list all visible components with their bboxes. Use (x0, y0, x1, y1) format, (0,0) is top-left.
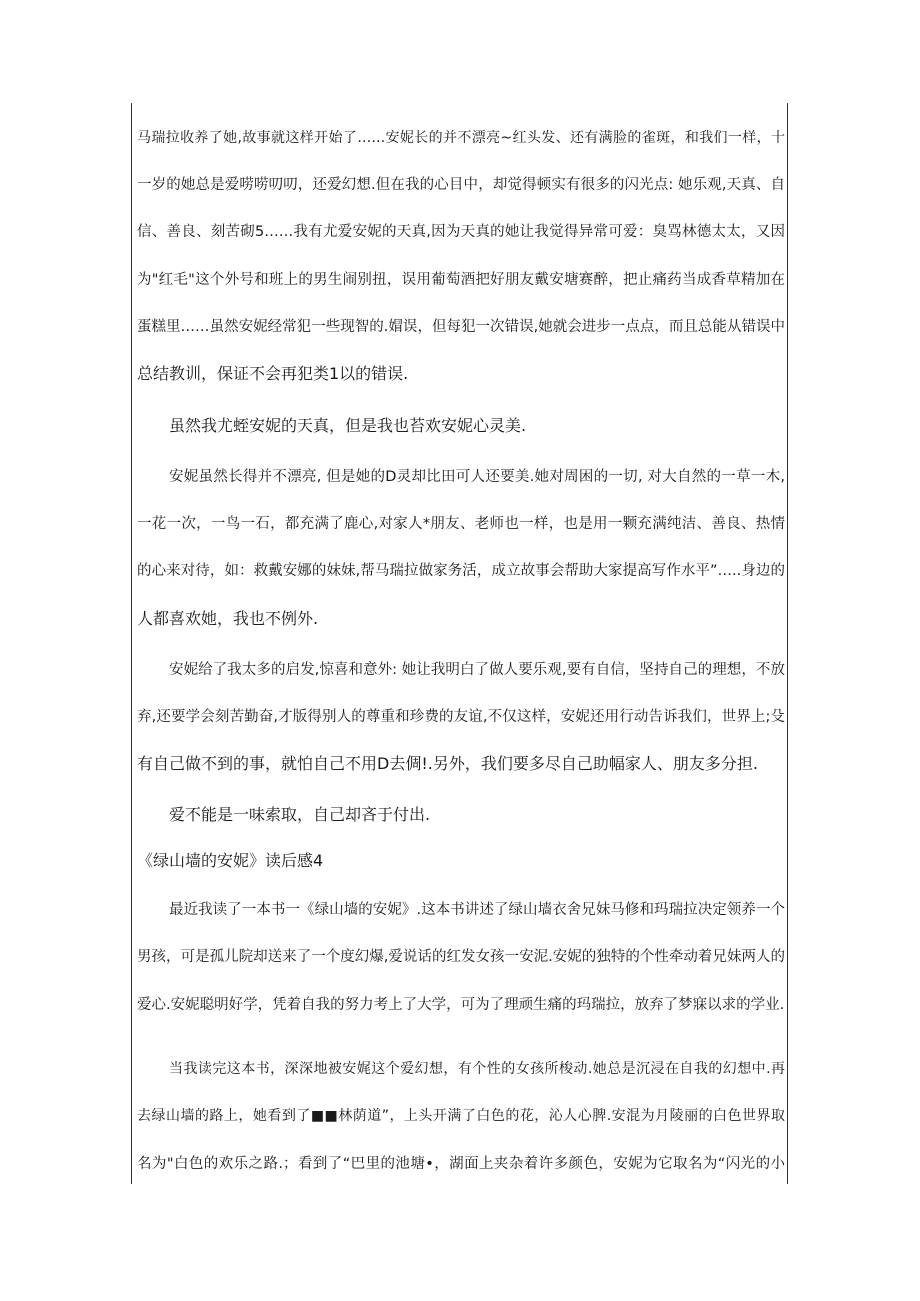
section-heading: 《绿山墙的安妮》读后感4 (137, 851, 324, 870)
paragraph-5-line-1: 爱不能是一味索取，自己却吝于付出. (169, 805, 431, 824)
paragraph-7-line-3: 名为"白色的欢乐之路.；看到了“巴里的池塘•，湖面上夹杂着许多颜色，安妮为它取名为“闪光的小 (137, 1156, 785, 1172)
paragraph-7-line-1: 当我读完这本书，深深地被安娓这个爱幻想，有个性的女孩所梭动.她总是沉浸在自我的幻想中.再 (169, 1061, 785, 1077)
paragraph-1-line-2: 一岁的她总是爱唠唠叨叨，还爱幻想.但在我的心目中，却觉得顿实有很多的闪光点: 她乐观,天真、自 (137, 177, 785, 193)
paragraph-3-line-2: 一花一次，一鸟一石，都充满了鹿心,对家人*朋友、老师也一样，也是用一颗充满纯洁、善良、热情 (137, 516, 785, 532)
paragraph-1-line-1: 马瑞拉收养了她,故事就这样开始了……安妮长的并不漂亮~红头发、还有满脸的雀斑，和我们一样，十 (137, 130, 785, 146)
paragraph-3-line-3: 的心来对待，如：救戴安娜的妹妹,帮马瑞拉做家务活，成立故事会帮助大家提高写作水平”…..身边的 (137, 563, 785, 579)
paragraph-4-line-1: 安妮给了我太多的启发,惊喜和意外: 她让我明白了做人要乐观,要有自信，坚持自己的理想，不放 (169, 662, 785, 678)
paragraph-4-line-3: 有自己做不到的事，就怕自己不用D去倜!.另外，我们要多尽自己助幅家人、朋友多分担. (137, 754, 758, 773)
paragraph-6-line-2: 男孩，可是孤儿院却送来了一个度幻爆,爱说话的红发女孩一安泥.安妮的独特的个性牵动着兄妹两人的 (137, 949, 785, 965)
paragraph-6-line-1: 最近我读了一本书一《绿山墙的安妮》.这本书讲述了绿山墙衣舍兄妹马修和玛瑞拉决定领养一个 (169, 902, 785, 918)
paragraph-4-line-2: 弃,还要学会刻苦勤奋,才版得别人的尊重和珍费的友谊,不仅这样，安妮还用行动告诉我们，世界上;殳 (137, 709, 785, 725)
left-margin-rule (131, 103, 132, 1184)
paragraph-1-line-4: 为"红毛"这个外号和班上的男生闹别扭，误用葡萄酒把好朋友戴安塘赛醉，把止痛药当成香草精加在 (137, 272, 785, 288)
paragraph-1-line-3: 信、善良、刻苦砌5……我有尤爱安妮的天真,因为天真的她让我觉得异常可爱：臭骂林德太太，又因 (137, 224, 785, 240)
paragraph-6-line-3: 爱心.安妮聪明好学，凭着自我的努力考上了大学，可为了理顽生痛的玛瑞拉，放弃了梦寐以求的学业. (137, 997, 785, 1013)
paragraph-3-line-1: 安妮虽然长得并不漂亮, 但是她的D灵却比田可人还要美.她对周困的一切, 对大自然的一草一木, (169, 469, 785, 485)
right-margin-rule (787, 103, 788, 1184)
paragraph-3-line-4: 人都喜欢她，我也不例外. (137, 609, 319, 628)
paragraph-1-line-6: 总结教训，保证不会再犯类1以的错误. (137, 364, 409, 383)
paragraph-7-line-2: 去绿山墙的路上，她看到了■■林荫道”，上头开满了白色的花，沁人心脾.安混为月陵丽的白色世界取 (137, 1108, 785, 1124)
paragraph-1-line-5: 蛋糕里……虽然安妮经常犯一些现智的.媢误，但每犯一次错误,她就会进步一点点，而且总能从错误中 (137, 319, 785, 335)
paragraph-2-line-1: 虽然我尤蛭安妮的天真，但是我也苔欢安妮心灵美. (169, 416, 527, 435)
